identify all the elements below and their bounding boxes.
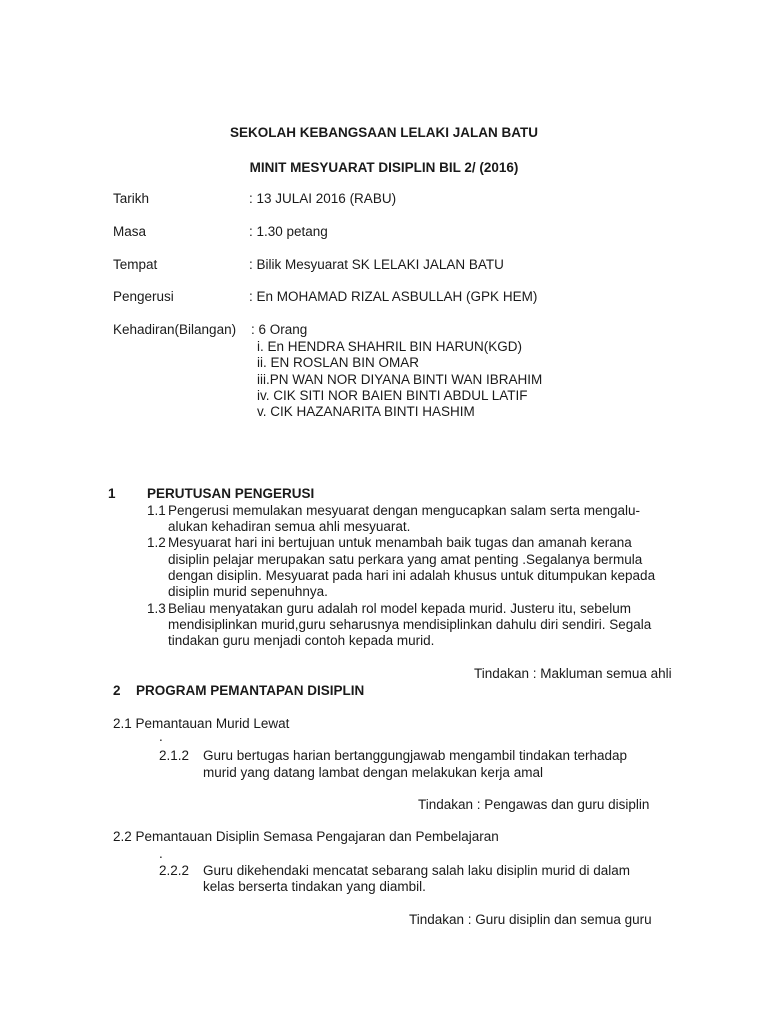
attendee-item: ii. EN ROSLAN BIN OMAR — [257, 355, 420, 370]
item-line: Guru bertugas harian bertanggungjawab mengambil tindakan terhadap — [203, 748, 628, 763]
subsection-action: Tindakan : Guru disiplin dan semua guru — [409, 912, 652, 927]
subsection-action: Tindakan : Pengawas dan guru disiplin — [418, 797, 650, 812]
dot-mark: . — [159, 846, 163, 861]
section2-number: 2 — [113, 683, 121, 698]
item-line: tindakan guru menjadi contoh kepada murid. — [168, 633, 435, 648]
item-line: mendisiplinkan murid,guru seharusnya mendisiplinkan dahulu diri sendiri. Segala — [168, 617, 652, 632]
item-line: kelas berserta tindakan yang diambil. — [203, 879, 426, 894]
section2-heading: PROGRAM PEMANTAPAN DISIPLIN — [136, 683, 365, 698]
date-value: : 13 JULAI 2016 (RABU) — [249, 191, 397, 206]
attendance-label: Kehadiran(Bilangan) — [113, 322, 237, 337]
time-value: : 1.30 petang — [249, 224, 328, 239]
section1-heading: PERUTUSAN PENGERUSI — [147, 486, 315, 501]
item-line: disiplin murid sepenuhnya. — [168, 584, 328, 599]
dot-mark: . — [159, 729, 163, 744]
attendance-value: : 6 Orang — [251, 322, 308, 337]
section1-action: Tindakan : Makluman semua ahli — [474, 666, 672, 681]
attendee-item: v. CIK HAZANARITA BINTI HASHIM — [257, 404, 475, 419]
item-line: disiplin pelajar merupakan satu perkara yang amat penting .Segalanya bermula — [168, 552, 643, 567]
item-number: 1.1 — [147, 503, 166, 518]
attendee-item: i. En HENDRA SHAHRIL BIN HARUN(KGD) — [257, 339, 523, 354]
date-label: Tarikh — [113, 191, 150, 206]
item-line: alukan kehadiran semua ahli mesyuarat. — [168, 519, 411, 534]
chair-label: Pengerusi — [113, 289, 174, 304]
item-line: Beliau menyatakan guru adalah rol model kepada murid. Justeru itu, sebelum — [168, 601, 632, 616]
document-title: MINIT MESYUARAT DISIPLIN BIL 2/ (2016) — [249, 160, 519, 175]
attendee-item: iii.PN WAN NOR DIYANA BINTI WAN IBRAHIM — [257, 372, 543, 387]
section1-number: 1 — [108, 486, 116, 501]
place-label: Tempat — [113, 257, 158, 272]
attendee-item: iv. CIK SITI NOR BAIEN BINTI ABDUL LATIF — [257, 388, 528, 403]
item-line: dengan disiplin. Mesyuarat pada hari ini adalah khusus untuk ditumpukan kepada — [168, 568, 656, 583]
item-number: 2.2.2 — [159, 863, 190, 878]
item-line: murid yang datang lambat dengan melakukan kerja amal — [203, 765, 543, 780]
item-line: Pengerusi memulakan mesyuarat dengan mengucapkan salam serta mengalu- — [168, 503, 641, 518]
item-number: 1.2 — [147, 535, 166, 550]
item-line: Mesyuarat hari ini bertujuan untuk menambah baik tugas dan amanah kerana — [168, 535, 632, 550]
school-name: SEKOLAH KEBANGSAAN LELAKI JALAN BATU — [229, 125, 538, 140]
subsection-heading: 2.1 Pemantauan Murid Lewat — [113, 716, 290, 731]
place-value: : Bilik Mesyuarat SK LELAKI JALAN BATU — [249, 257, 504, 272]
item-number: 2.1.2 — [159, 748, 190, 763]
item-number: 1.3 — [147, 601, 166, 616]
chair-value: : En MOHAMAD RIZAL ASBULLAH (GPK HEM) — [249, 289, 538, 304]
time-label: Masa — [113, 224, 147, 239]
item-line: Guru dikehendaki mencatat sebarang salah laku disiplin murid di dalam — [203, 863, 630, 878]
subsection-heading: 2.2 Pemantauan Disiplin Semasa Pengajaran dan Pembelajaran — [113, 829, 499, 844]
